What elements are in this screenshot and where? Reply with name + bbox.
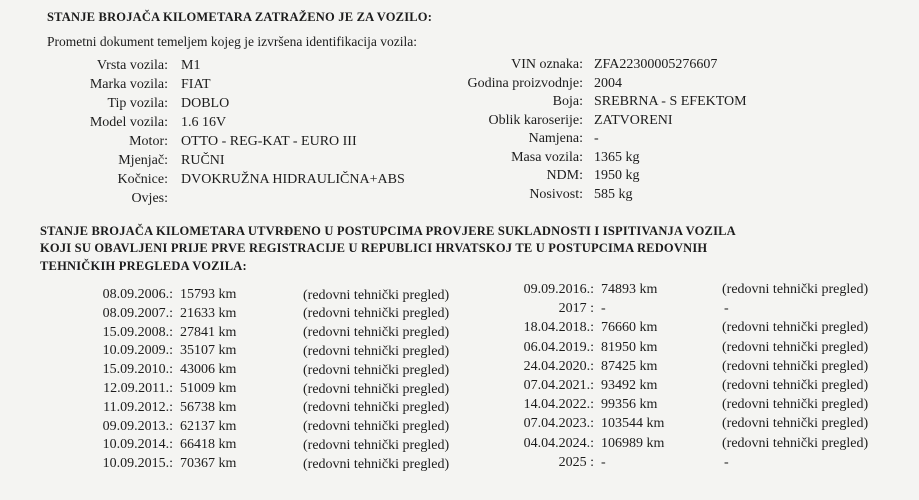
record-note: (redovni tehnički pregled) bbox=[303, 306, 450, 322]
record-km: 70367 km bbox=[180, 456, 237, 472]
record-date: 10.09.2015.: bbox=[102, 456, 173, 472]
record-note: (redovni tehnički pregled) bbox=[722, 339, 869, 355]
vehicle-field-value: ZFA22300005276607 bbox=[594, 57, 718, 72]
record-date: 07.04.2023.: bbox=[523, 416, 594, 432]
vehicle-field-label: Nosivost: bbox=[529, 186, 583, 202]
vehicle-field-value: ZATVORENI bbox=[594, 112, 673, 128]
record-km: 93492 km bbox=[601, 378, 658, 393]
vehicle-field-label: Mjenjač: bbox=[118, 153, 168, 168]
record-date: 18.04.2018.: bbox=[523, 320, 594, 336]
vehicle-field-value: 2004 bbox=[594, 75, 622, 91]
record-note: (redovni tehnički pregled) bbox=[303, 287, 450, 303]
vehicle-field-value: 585 kg bbox=[594, 186, 633, 202]
record-date: 06.04.2019.: bbox=[523, 339, 594, 355]
record-km: 27841 km bbox=[180, 324, 237, 340]
record-note: (redovni tehnički pregled) bbox=[303, 456, 450, 472]
record-km: 35107 km bbox=[180, 343, 237, 359]
vehicle-field-label: Boja: bbox=[552, 94, 583, 109]
record-km: - bbox=[601, 454, 606, 470]
record-date: 15.09.2008.: bbox=[102, 324, 173, 340]
vehicle-field-value: OTTO - REG-KAT - EURO III bbox=[181, 134, 357, 149]
record-note: (redovni tehnički pregled) bbox=[722, 282, 869, 297]
vehicle-field-value: SREBRNA - S EFEKTOM bbox=[594, 94, 747, 109]
vehicle-field-value: 1.6 16V bbox=[181, 115, 227, 130]
record-note: (redovni tehnički pregled) bbox=[303, 362, 450, 378]
record-km: 21633 km bbox=[180, 305, 237, 321]
record-km: - bbox=[601, 301, 606, 317]
record-note: (redovni tehnički pregled) bbox=[303, 400, 450, 416]
vehicle-field-label: Motor: bbox=[129, 134, 168, 149]
vehicle-field-label: Tip vozila: bbox=[107, 96, 168, 111]
record-note: (redovni tehnički pregled) bbox=[722, 416, 869, 432]
vehicle-field-value: RUČNI bbox=[181, 153, 225, 168]
record-km: 51009 km bbox=[180, 381, 237, 396]
record-km: 87425 km bbox=[601, 358, 658, 374]
vehicle-field-label: Kočnice: bbox=[117, 172, 168, 187]
record-note: (redovni tehnički pregled) bbox=[722, 378, 869, 393]
section-heading-line2: KOJI SU OBAVLJENI PRIJE PRVE REGISTRACIJE U REPUBLICI HRVATSKOJ TE U POSTUPCIMA REDOVNIH bbox=[40, 241, 708, 255]
record-note: (redovni tehnički pregled) bbox=[722, 397, 869, 413]
vehicle-field-label: VIN oznaka: bbox=[511, 57, 583, 72]
record-date: 15.09.2010.: bbox=[102, 362, 173, 378]
record-note: (redovni tehnički pregled) bbox=[722, 358, 869, 374]
record-date: 10.09.2014.: bbox=[102, 437, 173, 453]
record-km: 76660 km bbox=[601, 320, 658, 336]
record-note: (redovni tehnički pregled) bbox=[722, 320, 869, 336]
vehicle-field-label: Godina proizvodnje: bbox=[467, 75, 583, 91]
vehicle-field-label: Vrsta vozila: bbox=[96, 58, 168, 73]
record-km: 81950 km bbox=[601, 339, 658, 355]
record-date: 10.09.2009.: bbox=[102, 343, 173, 359]
record-date: 11.09.2012.: bbox=[103, 399, 173, 415]
record-note: (redovni tehnički pregled) bbox=[303, 437, 450, 453]
record-note: (redovni tehnički pregled) bbox=[303, 419, 450, 435]
section-heading-line3: TEHNIČKIH PREGLEDA VOZILA: bbox=[40, 259, 247, 273]
record-note: (redovni tehnički pregled) bbox=[722, 435, 869, 451]
vehicle-field-value: - bbox=[594, 131, 599, 146]
vehicle-field-label: NDM: bbox=[546, 168, 583, 183]
record-note: - bbox=[724, 301, 729, 317]
record-date: 2025 : bbox=[558, 454, 594, 470]
record-date: 08.09.2006.: bbox=[102, 287, 173, 302]
record-note: (redovni tehnički pregled) bbox=[303, 325, 450, 341]
record-date: 07.04.2021.: bbox=[523, 378, 594, 393]
vehicle-field-label: Oblik karoserije: bbox=[488, 112, 583, 128]
record-km: 103544 km bbox=[601, 416, 665, 432]
vehicle-field-label: Ovjes: bbox=[131, 191, 168, 206]
record-date: 24.04.2020.: bbox=[523, 358, 594, 374]
vehicle-field-label: Marka vozila: bbox=[89, 77, 168, 92]
page-subtitle: Prometni dokument temeljem kojeg je izvršena identifikacija vozila: bbox=[47, 34, 418, 49]
record-date: 2017 : bbox=[558, 301, 594, 317]
record-km: 74893 km bbox=[601, 282, 658, 297]
vehicle-field-value: 1365 kg bbox=[594, 149, 640, 165]
vehicle-field-value: M1 bbox=[181, 58, 201, 73]
vehicle-field-value: DOBLO bbox=[181, 96, 230, 111]
record-km: 15793 km bbox=[180, 287, 237, 302]
record-km: 62137 km bbox=[180, 418, 237, 434]
record-note: (redovni tehnički pregled) bbox=[303, 381, 450, 397]
record-note: (redovni tehnički pregled) bbox=[303, 343, 450, 359]
record-date: 08.09.2007.: bbox=[102, 305, 173, 321]
page-title: STANJE BROJAČA KILOMETARA ZATRAŽENO JE ZA VOZILO: bbox=[47, 10, 433, 24]
record-date: 09.09.2013.: bbox=[102, 418, 173, 434]
vehicle-field-label: Model vozila: bbox=[89, 115, 168, 130]
section-heading-line1: STANJE BROJAČA KILOMETARA UTVRĐENO U POSTUPCIMA PROVJERE SUKLADNOSTI I ISPITIVANJA VOZILA bbox=[40, 224, 736, 238]
record-km: 66418 km bbox=[180, 437, 237, 453]
record-km: 43006 km bbox=[180, 362, 237, 378]
vehicle-field-value: 1950 kg bbox=[594, 168, 640, 183]
record-km: 106989 km bbox=[601, 435, 665, 451]
record-date: 14.04.2022.: bbox=[523, 397, 594, 413]
vehicle-field-label: Namjena: bbox=[528, 131, 583, 146]
record-date: 04.04.2024.: bbox=[523, 435, 594, 451]
record-km: 56738 km bbox=[180, 399, 237, 415]
vehicle-field-value: DVOKRUŽNA HIDRAULIČNA+ABS bbox=[181, 172, 405, 187]
record-km: 99356 km bbox=[601, 397, 658, 413]
vehicle-field-value: FIAT bbox=[181, 77, 211, 92]
record-date: 09.09.2016.: bbox=[523, 282, 594, 297]
vehicle-field-label: Masa vozila: bbox=[511, 149, 583, 165]
record-date: 12.09.2011.: bbox=[103, 381, 173, 396]
record-note: - bbox=[724, 454, 729, 470]
